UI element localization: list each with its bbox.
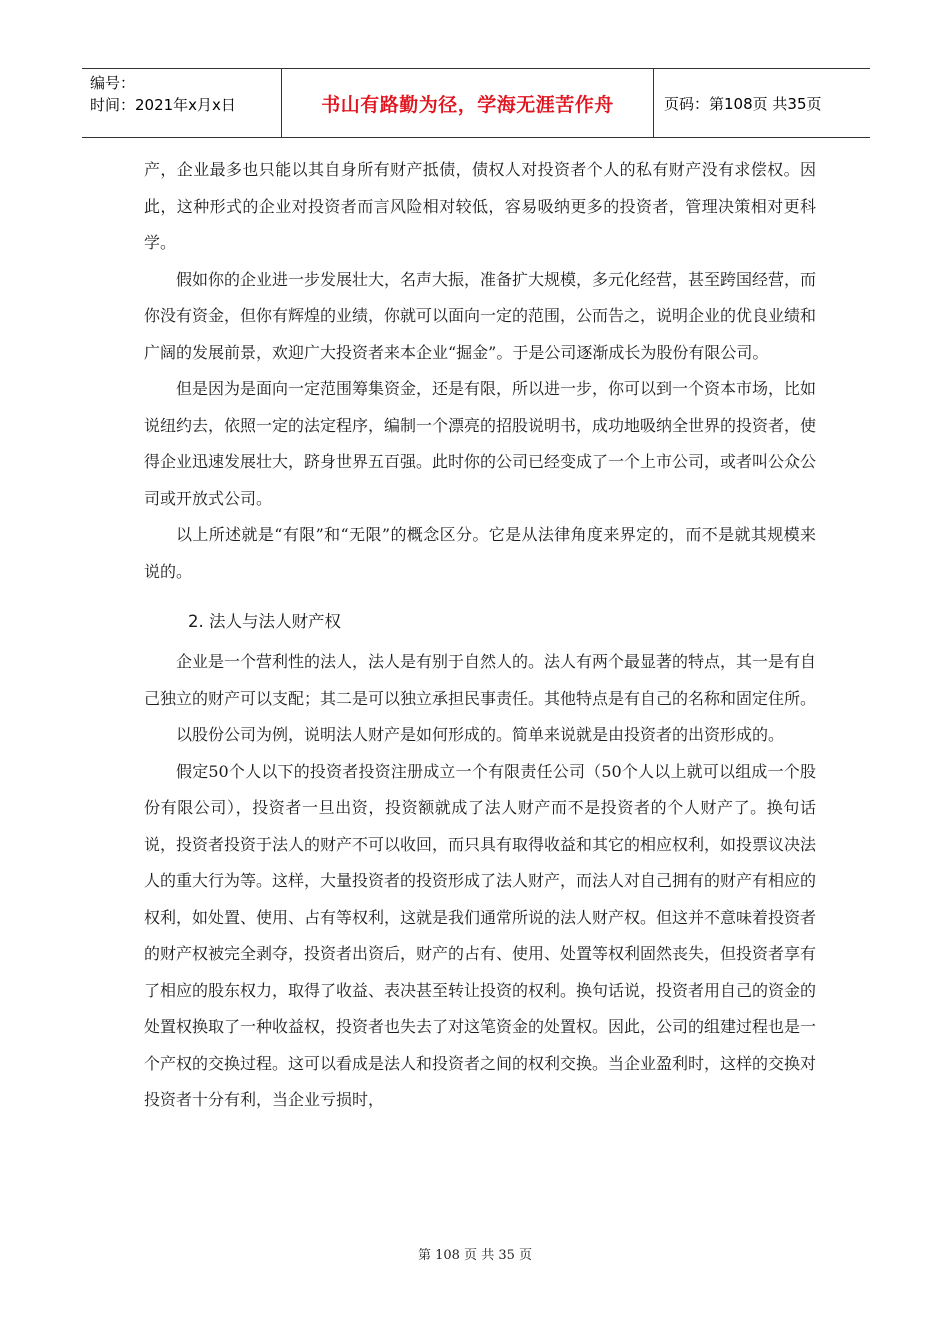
- paragraph: 产，企业最多也只能以其自身所有财产抵债，债权人对投资者个人的私有财产没有求偿权。因此，这种形式的企业对投资者而言风险相对较低，容易吸纳更多的投资者，管理决策相对更科学。: [144, 160, 816, 252]
- paragraph: 假定50个人以下的投资者投资注册成立一个有限责任公司（50个人以上就可以组成一个股份有限公司），投资者一旦出资，投资额就成了法人财产而不是投资者的个人财产了。换句话说，投资者投资于法人的财产不可以收回，而只具有取得收益和其它的相应权利，如投票议决法人的重大行为等。这样，大量投资者的投资形成了法人财产，而法人对自己拥有的财产有相应的权利，如处置、使用、占有等权利，这就是我们通常所说的法人财产权。但这并不意味着投资者的财产权被完全剥夺，投资者出资后，财产的占有、使用、处置等权利固然丧失，但投资者享有了相应的股东权力，取得了收益、表决甚至转让投资的权利。换句话说，投资者用自己的资金的处置权换取了一种收益权，投资者也失去了对这笔资金的处置权。因此，公司的组建过程也是一个产权的交换过程。这可以看成是法人和投资者之间的权利交换。当企业盈利时，这样的交换对投资者十分有利，当企业亏损时，: [144, 761, 817, 1109]
- number-label: 编号：: [90, 74, 136, 92]
- page-header: [82, 68, 870, 138]
- header-page-code: 页码：第108页 共35页: [664, 94, 822, 113]
- header-motto: 书山有路勤为径，学海无涯苦作舟: [282, 69, 654, 137]
- paragraph: 以上所述就是“有限”和“无限”的概念区分。它是从法律角度来界定的，而不是就其规模来说的。: [144, 525, 816, 581]
- paragraph: 以股份公司为例，说明法人财产是如何形成的。简单来说就是由投资者的出资形成的。: [176, 725, 785, 744]
- section-heading: 2. 法人与法人财产权: [188, 612, 341, 631]
- paragraph: 假如你的企业进一步发展壮大，名声大振，准备扩大规模，多元化经营，甚至跨国经营，而你没有资金，但你有辉煌的业绩，你就可以面向一定的范围，公而告之，说明企业的优良业绩和广阔的发展前景，欢迎广大投资者来本企业“掘金”。于是公司逐渐成长为股份有限公司。: [144, 269, 817, 362]
- paragraph: 企业是一个营利性的法人，法人是有别于自然人的。法人有两个最显著的特点，其一是有自己独立的财产可以支配；其二是可以独立承担民事责任。其他特点是有自己的名称和固定住所。: [144, 652, 817, 708]
- header-meta: [82, 69, 282, 137]
- time-label: 时间：2021年x月x日: [90, 96, 236, 114]
- paragraph: 但是因为是面向一定范围筹集资金，还是有限，所以进一步，你可以到一个资本市场，比如说纽约去，依照一定的法定程序，编制一个漂亮的招股说明书，成功地吸纳全世界的投资者，使得企业迅速发展壮大，跻身世界五百强。此时你的公司已经变成了一个上市公司，或者叫公众公司或开放式公司。: [144, 379, 817, 508]
- page-footer: 第 108 页 共 35 页: [417, 1248, 533, 1263]
- document-body: [144, 152, 816, 1119]
